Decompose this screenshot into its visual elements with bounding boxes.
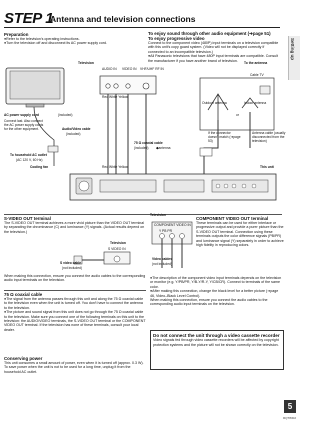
vcr-warning-box [150, 330, 284, 370]
svideo-note: When making this connection, ensure you connect the audio cables to the corresponding audio input terminals on the television. [4, 274, 146, 283]
coax-item: ●The signal from the antenna passes through this unit and along the 75 Ω coaxial cable to the television even when the unit is turned off. You don't have to connect the antenna to the television. [4, 297, 144, 310]
other-equipment-heading: To enjoy sound through other audio equipment (➔page 51) [148, 31, 271, 36]
vcr-warning-body: Video signals fed through video cassette recorders will be affected by copyright protection systems and the picture will not be shown correctly on the television. [153, 338, 279, 347]
svideo-cable-note: (not included) [62, 266, 82, 270]
antenna-cable-label: ◆antenna [156, 146, 171, 150]
indoor-antenna-label: Indoor antenna [244, 101, 267, 105]
video-in-label: VIDEO IN [122, 67, 137, 71]
component-terminal-label: COMPONENT VIDEO IN [154, 223, 191, 227]
component-section [196, 216, 284, 247]
component-bullet: ●The description of the component video input terminals depends on the television or monitor (e.g. Y/PB/PR, Y/B-Y/R-Y, Y/CB/CR). Connect to terminals of the same color. [150, 276, 282, 289]
to-antenna-label: To the antenna [244, 61, 268, 65]
coax-cable-included: (included) [134, 146, 149, 150]
preparation-item: ●Turn the television off and disconnect its AC power supply cord. [4, 41, 108, 46]
outdoor-antenna-label: Outdoor antenna [202, 101, 227, 105]
svideo-terminal-label: S VIDEO IN [108, 247, 126, 251]
page-number: 5 [284, 400, 296, 413]
component-heading: COMPONENT VIDEO OUT terminal [196, 216, 269, 221]
progressive-heading: To enjoy progressive video [148, 36, 205, 41]
component-ypbpr-label: Y PB PR [159, 229, 172, 233]
av-cable-included: (included) [66, 132, 81, 136]
vcr-warning-title: Do not connect the unit through a video cassette recorder [153, 333, 280, 338]
coax-heading: 75 Ω coaxial cable [4, 292, 43, 297]
coax-item: ●The picture and sound signal from this unit does not go through the 75 Ω coaxial cable to the television. Make sure you connect one of the following terminals on this unit to the television: the AUDIO/VIDEO terminals, the S-VIDEO OUT terminal or the COMPONENT VIDEO OUT terminal. If the television has none of these terminals, consult your local dealer. [4, 310, 146, 332]
section-tab-label: Setting up [290, 38, 295, 60]
audio-in-label: AUDIO IN [102, 67, 117, 71]
this-unit-label: This unit [260, 165, 274, 169]
preparation-heading: Preparation [4, 32, 29, 37]
step-header [4, 10, 280, 28]
conserving-body: This unit consumes a small amount of power, even when it is turned off (approx. 0.3 W). To save power when the unit is not to be used for a long time, unplug it from the household AC outlet. [4, 361, 144, 374]
av-cable-label: Audio/Video cable [62, 127, 91, 131]
progressive-bullet: ●All Panasonic televisions that have 480P input terminals are compatible. Consult the manufacturer if you have another brand of television. [148, 54, 278, 63]
connection-diagram-graphic [4, 62, 286, 212]
step-title: Antenna and television connections [50, 14, 196, 24]
conserving-section [4, 356, 146, 374]
svideo-tv-label: Television [110, 241, 126, 245]
component-bullet: ●After making this connection, change the black level for a better picture (➔page 46, Video–Black Level Control). [150, 289, 279, 298]
connect-last-note: Connect last. Also connect the AC power supply cords for the other equipment. [4, 119, 44, 131]
conserving-heading: Conserving power [4, 356, 43, 361]
component-body: These terminals can be used for either interlace or progressive output and provide a purer picture than the S-VIDEO OUT terminal. Connection using these terminals outputs the color difference signals (PB/PR) and luminance signal (Y) separately in order to achieve high fidelity in reproducing colors. [196, 221, 284, 248]
preparation-item: ●Refer to the television's operating instructions. [4, 37, 80, 41]
cable-tv-label: Cable TV [250, 73, 264, 77]
section-divider [4, 290, 146, 291]
household-outlet-label: To household AC outlet [10, 153, 47, 157]
ac-cord-label: AC power supply cord [4, 113, 39, 117]
preparation-section [4, 32, 138, 46]
svideo-cable-label: S video cable [60, 261, 82, 265]
ac-cord-included: (included) [58, 113, 73, 117]
coax-cable-label: 75 Ω coaxial cable [134, 141, 163, 145]
television-label: Television [78, 61, 94, 65]
step-number: STEP 1 [4, 10, 54, 27]
coax-section [4, 292, 146, 332]
red-white-label: Red White Yellow [102, 165, 128, 169]
connector-note: If the connector doesn't match (➔page 53) [208, 131, 241, 143]
section-divider [4, 214, 282, 215]
connection-diagram [4, 62, 286, 212]
component-cable-note: (not included) [152, 262, 172, 266]
component-tv-label: Television [150, 213, 166, 217]
component-bullets [150, 276, 284, 307]
section-tab [288, 36, 300, 80]
component-bullet: When making this connection, ensure you connect the audio cables to the corresponding audio input terminals on the television. [150, 298, 268, 307]
cable-colors-label: Red White Yellow [102, 95, 128, 99]
component-cable-label: Video cables [152, 257, 173, 261]
svideo-body: The S-VIDEO OUT terminal achieves a more vivid picture than the VIDEO OUT terminal by separating the chrominance (C) and luminance (Y) signals. (Actual results depend on the television.) [4, 221, 145, 234]
antenna-cable-note: Antenna cable (usually disconnected from the television) [252, 131, 286, 143]
cooling-fan-label: Cooling fan [30, 165, 49, 169]
other-equipment-section [148, 31, 280, 63]
outlet-spec-label: (AC 120 V, 60 Hz) [16, 158, 43, 162]
progressive-body: Connect to the component video (480P) input terminals on a television compatible with this unit's copy guard system. (Video will not be displayed correctly if connected to an incompatible television.) [148, 41, 279, 54]
or-label: or [236, 113, 239, 117]
svideo-heading: S-VIDEO OUT terminal [4, 216, 51, 221]
document-code: RQT8302 [282, 416, 296, 420]
svideo-section [4, 216, 146, 234]
vhf-uhf-label: VHF/UHF RF IN [140, 67, 164, 71]
